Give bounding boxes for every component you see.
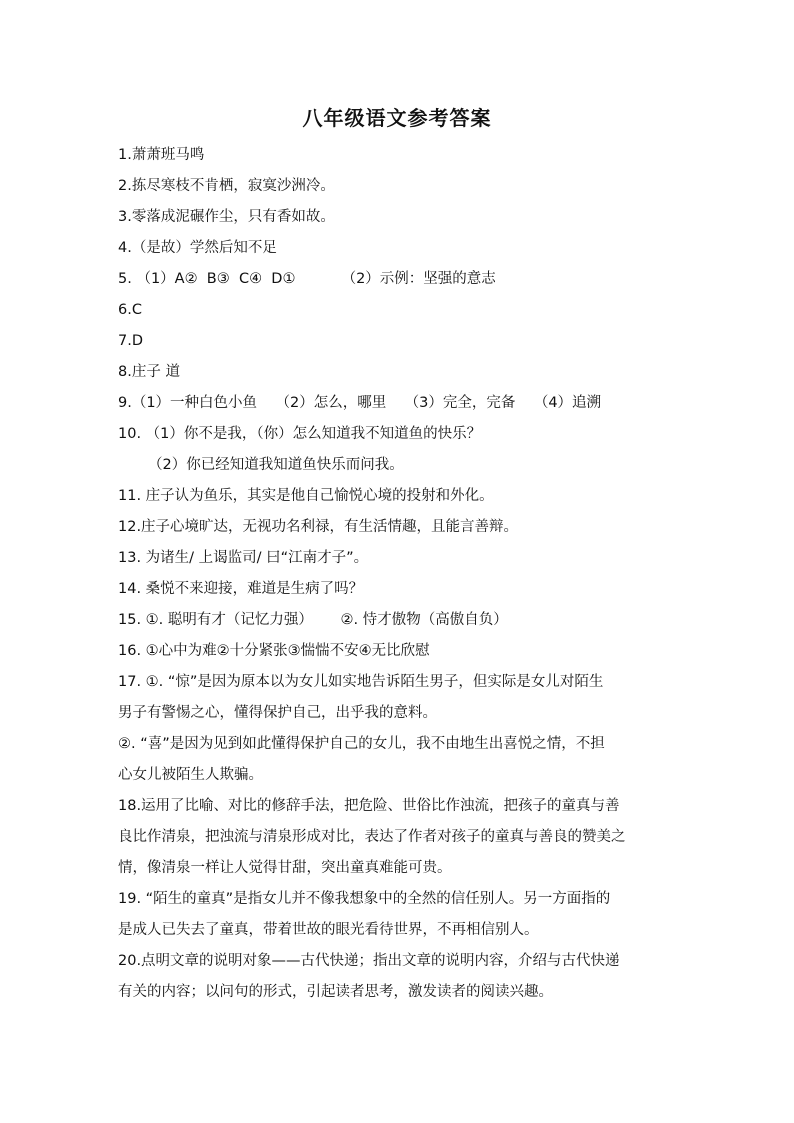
answer-line-2: 2.拣尽寒枝不肯栖，寂寞沙洲冷。 xyxy=(118,178,335,194)
answer-line-3: 3.零落成泥碾作尘，只有香如故。 xyxy=(118,209,335,225)
answer-line-10: 10. （1）你不是我，（你）怎么知道我不知道鱼的快乐？ xyxy=(118,426,482,442)
answer-line-14: 14. 桑悦不来迎接，难道是生病了吗？ xyxy=(118,581,364,597)
answer-line-15: 15. ①. 聪明有才（记忆力强） ②. 恃才傲物（高傲自负） xyxy=(118,612,508,628)
answer-line-11: 11. 庄子认为鱼乐，其实是他自己愉悦心境的投射和外化。 xyxy=(118,488,494,504)
answer-list xyxy=(118,140,678,1008)
answer-line-7: 7.D xyxy=(118,333,143,349)
answer-line-18-cont-1: 良比作清泉，把浊流与清泉形成对比，表达了作者对孩子的童真与善良的赞美之 xyxy=(118,829,626,845)
answer-line-18: 18.运用了比喻、对比的修辞手法，把危险、世俗比作浊流，把孩子的童真与善 xyxy=(118,798,620,814)
answer-line-1: 1.萧萧班马鸣 xyxy=(118,147,205,163)
answer-line-17-cont: 男子有警惕之心，懂得保护自己，出乎我的意料。 xyxy=(118,705,437,721)
answer-line-19: 19. “陌生的童真”是指女儿并不像我想象中的全然的信任别人。另一方面指的 xyxy=(118,891,611,907)
answer-line-12: 12.庄子心境旷达，无视功名利禄，有生活情趣，且能言善辩。 xyxy=(118,519,519,535)
answer-line-9: 9.（1）一种白色小鱼 （2）怎么，哪里 （3）完全，完备 （4）追溯 xyxy=(118,395,602,411)
answer-line-6: 6.C xyxy=(118,302,142,318)
answer-line-20-cont: 有关的内容；以问句的形式，引起读者思考，激发读者的阅读兴趣。 xyxy=(118,984,553,1000)
answer-line-19-cont: 是成人已失去了童真，带着世故的眼光看待世界，不再相信别人。 xyxy=(118,922,539,938)
answer-line-17: 17. ①. “惊”是因为原本以为女儿如实地告诉陌生男子，但实际是女儿对陌生 xyxy=(118,674,604,690)
answer-line-16: 16. ①心中为难②十分紧张③惴惴不安④无比欣慰 xyxy=(118,643,430,659)
answer-line-4: 4.（是故）学然后知不足 xyxy=(118,240,277,256)
answer-line-13: 13. 为诸生/ 上谒监司/ 曰“江南才子”。 xyxy=(118,550,369,566)
answer-line-17-part-2: ②. “喜”是因为见到如此懂得保护自己的女儿，我不由地生出喜悦之情，不担 xyxy=(118,736,605,752)
answer-line-18-cont-2: 情，像清泉一样让人觉得甘甜，突出童真难能可贵。 xyxy=(118,860,452,876)
answer-line-17-part-2-cont: 心女儿被陌生人欺骗。 xyxy=(118,767,263,783)
answer-line-5: 5. （1）A② B③ C④ D① （2）示例：坚强的意志 xyxy=(118,271,496,287)
answer-line-20: 20.点明文章的说明对象——古代快递；指出文章的说明内容，介绍与古代快递 xyxy=(118,953,620,969)
answer-line-10-part-2: （2）你已经知道我知道鱼快乐而问我。 xyxy=(148,457,404,473)
document-title: 八年级语文参考答案 xyxy=(302,106,492,130)
answer-line-8: 8.庄子 道 xyxy=(118,364,180,380)
